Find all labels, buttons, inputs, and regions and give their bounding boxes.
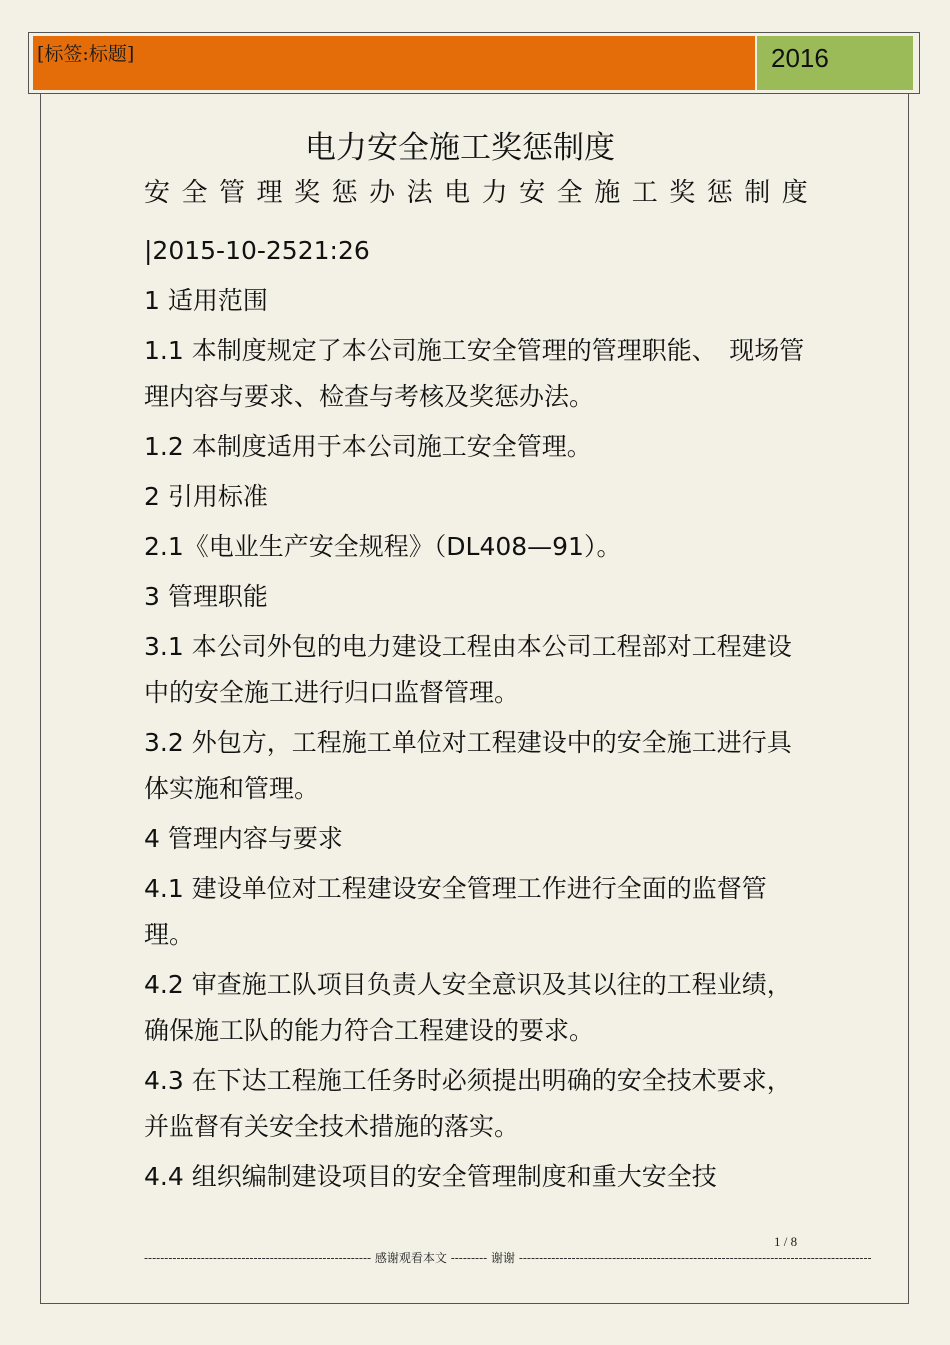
heading-scope: 1 适用范围	[144, 286, 268, 315]
subtitle-char: 全	[556, 178, 583, 208]
subtitle-char: 惩	[706, 178, 733, 208]
document-body	[144, 228, 808, 1204]
subtitle-char: 全	[181, 178, 208, 208]
paragraph-2-1: 2.1《电业生产安全规程》（DL408—91）。	[144, 532, 622, 561]
paragraph-4-3: 4.3 在下达工程施工任务时必须提出明确的安全技术要求，并监督有关安全技术措施的落实。	[144, 1066, 792, 1141]
subtitle-char: 法	[406, 178, 433, 208]
subtitle-char: 办	[369, 178, 396, 208]
subtitle-char: 安	[144, 178, 171, 208]
subtitle-char: 奖	[294, 178, 321, 208]
paragraph-1-1: 1.1 本制度规定了本公司施工安全管理的管理职能、 现场管理内容与要求、检查与考核及奖惩办法。	[144, 336, 805, 411]
paragraph-4-4: 4.4 组织编制建设项目的安全管理制度和重大安全技	[144, 1162, 717, 1191]
subtitle-char: 工	[631, 178, 658, 208]
subtitle-char: 度	[781, 178, 808, 208]
subtitle-char: 惩	[331, 178, 358, 208]
paragraph-3-2: 3.2 外包方，工程施工单位对工程建设中的安全施工进行具体实施和管理。	[144, 728, 792, 803]
header-tag: [标签:标题]	[37, 43, 135, 65]
subtitle-char: 理	[256, 178, 283, 208]
subtitle-char: 施	[594, 178, 621, 208]
heading-references: 2 引用标准	[144, 482, 268, 511]
subtitle	[144, 172, 808, 209]
subtitle-char: 安	[519, 178, 546, 208]
subtitle-char: 电	[444, 178, 471, 208]
paragraph-1-2: 1.2 本制度适用于本公司施工安全管理。	[144, 432, 592, 461]
paragraph-timestamp: |2015-10-2521:26	[144, 236, 370, 265]
header-orange-band	[33, 36, 755, 90]
paragraph-4-1: 4.1 建设单位对工程建设安全管理工作进行全面的监督管理。	[144, 874, 767, 949]
paragraph-3-1: 3.1 本公司外包的电力建设工程由本公司工程部对工程建设中的安全施工进行归口监督管理。	[144, 632, 792, 707]
document-title: 电力安全施工奖惩制度	[305, 130, 615, 166]
page-number: 1 / 8	[774, 1234, 798, 1249]
heading-content-requirements: 4 管理内容与要求	[144, 824, 343, 853]
subtitle-char: 奖	[669, 178, 696, 208]
subtitle-char: 管	[219, 178, 246, 208]
subtitle-char: 力	[481, 178, 508, 208]
header-year: 2016	[771, 43, 829, 73]
paragraph-4-2: 4.2 审查施工队项目负责人安全意识及其以往的工程业绩，确保施工队的能力符合工程建设的要求。	[144, 970, 792, 1045]
header-bar	[28, 32, 920, 94]
footer-text: -------------------------------------------------------- 感谢观看本文 --------- 谢谢 ---------------------------------------------------------------------------------------	[144, 1251, 872, 1265]
heading-management-functions: 3 管理职能	[144, 582, 268, 611]
subtitle-char: 制	[744, 178, 771, 208]
